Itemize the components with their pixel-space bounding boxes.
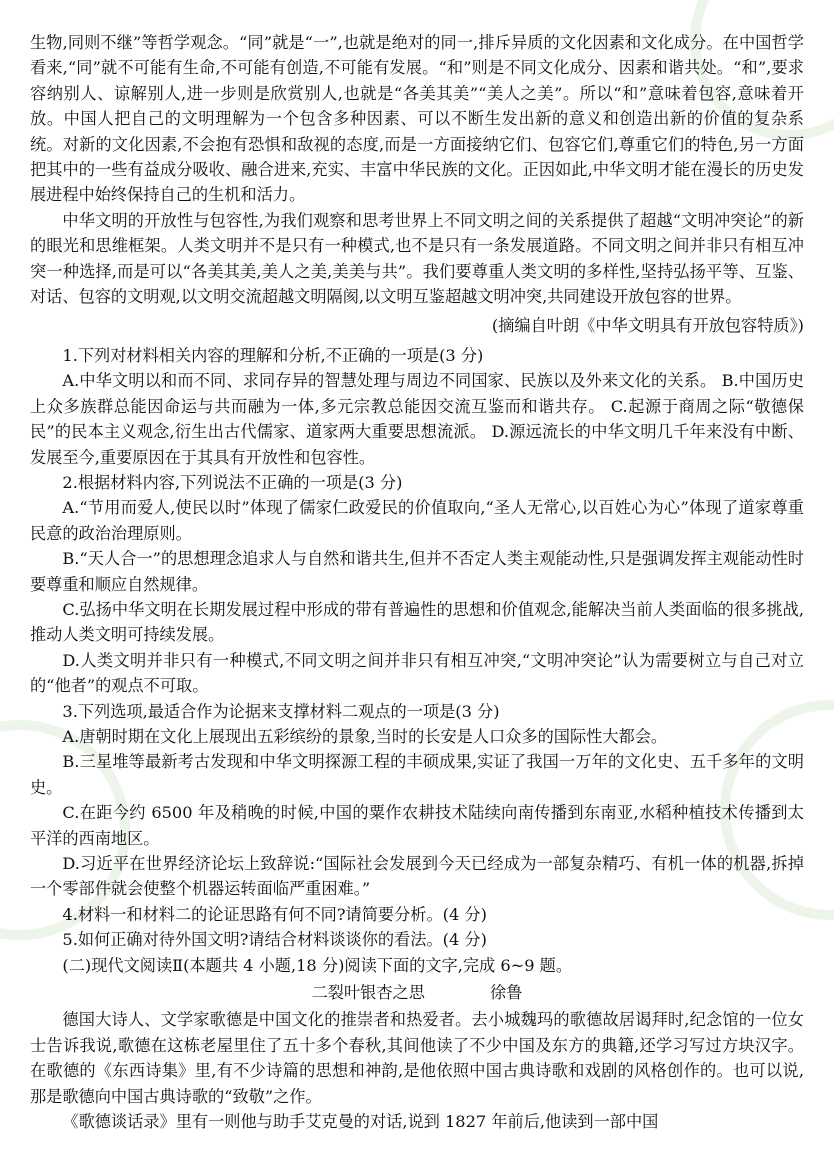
story-paragraph-1: 德国大诗人、文学家歌德是中国文化的推崇者和热爱者。去小城魏玛的歌德故居谒拜时,纪念馆的一位女士告诉我说,歌德在这栋老屋里住了五十多个春秋,其间他读了不少中国及东方的典籍,还学习写过方块汉字。在歌德的《东西诗集》里,有不少诗篇的思想和神韵,是他依照中国古典诗歌和戏剧的风格创作的。也可以说,那是歌德向中国古典诗歌的“致敬”之作。 [30,1010,804,1106]
question-3-option-a: A.唐朝时期在文化上展现出五彩缤纷的景象,当时的长安是人口众多的国际性大都会。 [62,726,668,746]
question-2-stem: 2.根据材料内容,下列说法不正确的一项是(3 分) [62,472,403,492]
question-1-stem: 1.下列对材料相关内容的理解和分析,不正确的一项是(3 分) [62,345,484,365]
question-1-options: A.中华文明以和而不同、求同存异的智慧处理与周边不同国家、民族以及外来文化的关系。 B.中国历史上众多族群总能因命运与共而融为一体,多元宗教总能因交流互鉴而和谐共存。 C.起源于商周之际“敬德保民”的民本主义观念,衍生出古代儒家、道家两大重要思想流派。 D.源远流长的中华文明几千年来没有中断、发展至今,重要原因在于其具有开放性和包容性。 [30,371,804,467]
question-3-option-b: B.三星堆等最新考古发现和中华文明探源工程的丰硕成果,实证了我国一万年的文化史、五千多年的文明史。 [30,752,804,797]
story-author: 徐鲁 [490,983,523,1003]
question-5: 5.如何正确对待外国文明?请结合材料谈谈你的看法。(4 分) [62,930,487,950]
question-2-option-a: A.“节用而爱人,使民以时”体现了儒家仁政爱民的价值取向,“圣人无常心,以百姓心为心”体现了道家尊重民意的政治治理原则。 [30,498,804,543]
source-citation: (摘编自叶朗《中华文明具有开放包容特质》) [491,316,804,336]
question-2-option-b: B.“天人合一”的思想理念追求人与自然和谐共生,但并不否定人类主观能动性,只是强调发挥主观能动性时要尊重和顺应自然规律。 [30,549,804,594]
question-3-option-d: D.习近平在世界经济论坛上致辞说:“国际社会发展到今天已经成为一部复杂精巧、有机一体的机器,拆掉一个零部件就会使整个机器运转面临严重困难。” [30,854,804,899]
question-3-option-c: C.在距今约 6500 年及稍晚的时候,中国的粟作农耕技术陆续向南传播到东南亚,水稻种植技术传播到太平洋的西南地区。 [30,803,804,848]
story-title-line [30,980,804,1005]
question-3-stem: 3.下列选项,最适合作为论据来支撑材料二观点的一项是(3 分) [62,701,500,721]
question-4: 4.材料一和材料二的论证思路有何不同?请简要分析。(4 分) [62,904,487,924]
intro-paragraph-1: 生物,同则不继”等哲学观念。“同”就是“一”,也就是绝对的同一,排斥异质的文化因素和文化成分。在中国哲学看来,“同”就不可能有生命,不可能有创造,不可能有发展。“和”则是不同文化成分、因素和谐共处。“和”,要求容纳别人、谅解别人,进一步则是欣赏别人,也就是“各美其美”“美人之美”。所以“和”意味着包容,意味着开放。中国人把自己的文明理解为一个包含多种因素、可以不断生发出新的意义和创造出新的价值的复杂系统。对新的文化因素,不会抱有恐惧和敌视的态度,而是一方面接纳它们、包容它们,尊重它们的特色,另一方面把其中的一些有益成分吸收、融合进来,充实、丰富中华民族的文化。正因如此,中华文明才能在漫长的历史发展进程中始终保持自己的生机和活力。 [30,33,804,205]
question-2-option-d: D.人类文明并非只有一种模式,不同文明之间并非只有相互冲突,“文明冲突论”认为需要树立与自己对立的“他者”的观点不可取。 [30,650,804,696]
question-2-option-c: C.弘扬中华文明在长期发展过程中形成的带有普遍性的思想和价值观念,能解决当前人类面临的很多挑战,推动人类文明可持续发展。 [30,599,804,645]
story-paragraph-2: 《歌德谈话录》里有一则他与助手艾克曼的对话,说到 1827 年前后,他读到一部中国 [62,1112,659,1132]
intro-paragraph-2: 中华文明的开放性与包容性,为我们观察和思考世界上不同文明之间的关系提供了超越“文明冲突论”的新的眼光和思维框架。人类文明并不是只有一种模式,也不是只有一条发展道路。不同文明之间并非只有相互冲突一种选择,而是可以“各美其美,美人之美,美美与共”。我们要尊重人类文明的多样性,坚持弘扬平等、互鉴、对话、包容的文明观,以文明交流超越文明隔阂,以文明互鉴超越文明冲突,共同建设开放包容的世界。 [30,210,804,307]
section-heading: (二)现代文阅读Ⅱ(本题共 4 小题,18 分)阅读下面的文字,完成 6~9 题。 [62,955,573,975]
story-title: 二裂叶银杏之思 [311,983,425,1003]
